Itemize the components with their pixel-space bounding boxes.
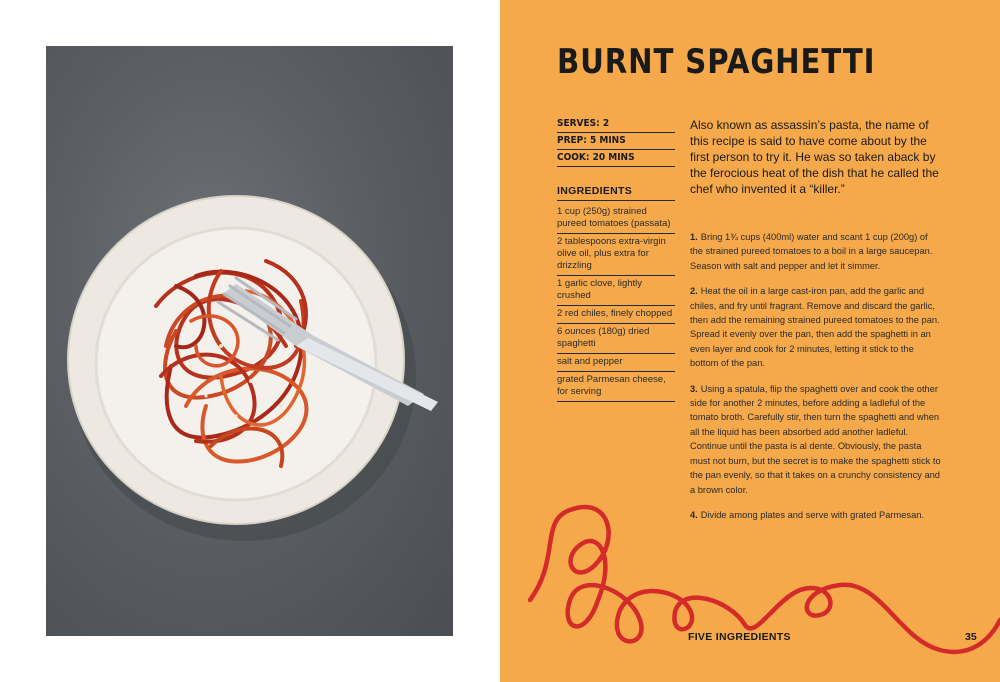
method-step — [690, 230, 942, 273]
step-text: Using a spatula, flip the spaghetti over and cook the other side for another 2 minutes, before adding a ladleful of the tomato broth. Carefully stir, then turn the spaghetti and when all the liquid has been absorbed add another ladleful. Continue until the pasta is al dente. Obviously, the pasta must not burn, but the secret is to make the spaghetti stick to the pan evenly, so that it takes on a crunchy consistency and a brown color. — [690, 383, 941, 495]
step-text: Bring 1¾ cups (400ml) water and scant 1 cup (200g) of the strained pureed tomatoes to a boil in a large saucepan. Season with salt and pepper and let it simmer. — [690, 232, 933, 271]
ingredients-heading: INGREDIENTS — [557, 185, 675, 201]
page-number: 35 — [965, 631, 977, 643]
spaghetti-photo — [46, 46, 453, 636]
method-step — [690, 284, 942, 370]
method-step — [690, 382, 942, 497]
ingredient-item: grated Parmesan cheese, for serving — [557, 372, 675, 402]
recipe-title: BURNT SPAGHETTI — [557, 42, 876, 82]
step-number: 1. — [690, 232, 698, 242]
method-step — [690, 508, 942, 522]
step-number: 4. — [690, 509, 698, 520]
recipe-intro: Also known as assassin’s pasta, the name of this recipe is said to have come about by the first person to try it. He was so taken aback by the ferocious heat of the dish that he called the chef who invented it a “killer.” — [690, 118, 939, 196]
cook-time: COOK: 20 MINS — [557, 150, 675, 167]
method-steps — [690, 230, 942, 533]
step-text: Heat the oil in a large cast-iron pan, add the garlic and chiles, and fry until fragrant. Remove and discard the garlic, then add the remaining strained pureed tomatoes to the pan. Spread it evenly over the pan, then add the spaghetti in an even layer and cook for 2 minutes, letting it stick to the bottom of the pan. — [690, 286, 940, 369]
prep-time: PREP: 5 MINS — [557, 133, 675, 150]
step-number: 3. — [690, 383, 698, 394]
plate-illustration — [46, 46, 453, 636]
ingredient-item: 1 cup (250g) strained pureed tomatoes (passata) — [557, 204, 675, 234]
ingredient-item: 2 tablespoons extra-virgin olive oil, plus extra for drizzling — [557, 234, 675, 276]
ingredient-item: 2 red chiles, finely chopped — [557, 306, 675, 324]
step-text: Divide among plates and serve with grated Parmesan. — [700, 509, 925, 520]
recipe-meta — [557, 116, 675, 167]
recipe-page — [500, 0, 1000, 682]
ingredients-list — [557, 204, 675, 402]
ingredient-item: 6 ounces (180g) dried spaghetti — [557, 324, 675, 354]
serves-info: SERVES: 2 — [557, 116, 675, 133]
ingredient-item: salt and pepper — [557, 354, 675, 372]
section-footer: FIVE INGREDIENTS — [688, 631, 791, 643]
ingredient-item: 1 garlic clove, lightly crushed — [557, 276, 675, 306]
step-number: 2. — [690, 286, 698, 297]
